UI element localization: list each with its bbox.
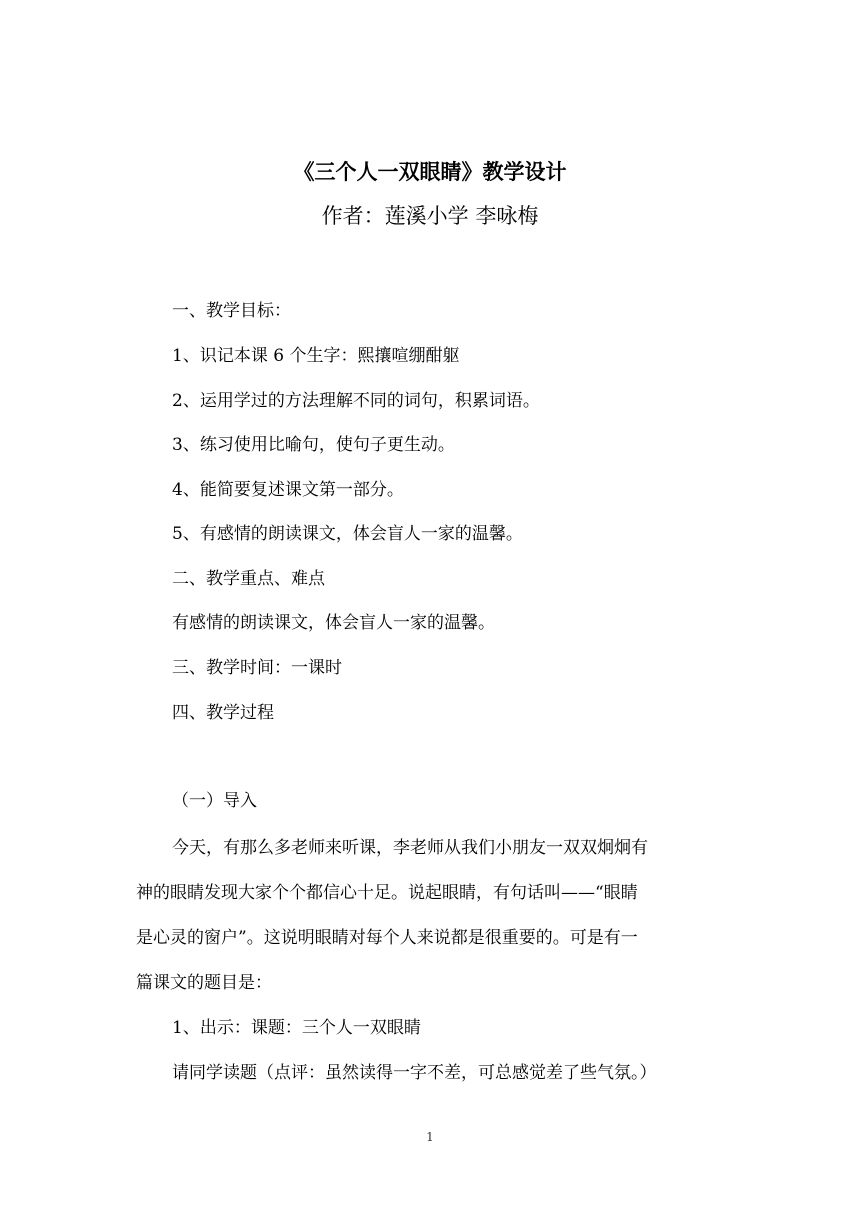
intro-paragraph-line: 篇课文的题目是： xyxy=(136,973,272,993)
step-1: 1、出示：课题：三个人一双眼睛 xyxy=(172,1018,421,1038)
goal-item-3: 3、练习使用比喻句，使句子更生动。 xyxy=(172,435,455,455)
section-heading-goals: 一、教学目标： xyxy=(172,301,291,321)
section-heading-process: 四、教学过程 xyxy=(172,703,274,723)
section-heading-key-points: 二、教学重点、难点 xyxy=(172,569,325,589)
key-points-text: 有感情的朗读课文，体会盲人一家的温馨。 xyxy=(172,613,495,633)
document-title: 《三个人一双眼睛》教学设计 xyxy=(293,159,567,184)
step-1-note: 请同学读题（点评：虽然读得一字不差，可总感觉差了些气氛。） xyxy=(172,1063,657,1083)
goal-item-1: 1、识记本课 6 个生字：熙攘喧绷酣躯 xyxy=(172,346,460,366)
intro-paragraph-line: 是心灵的窗户”。这说明眼睛对每个人来说都是很重要的。可是有一 xyxy=(136,928,638,948)
intro-heading: （一）导入 xyxy=(172,791,257,811)
document-author: 作者：莲溪小学 李咏梅 xyxy=(321,204,539,228)
intro-paragraph-line: 神的眼睛发现大家个个都信心十足。说起眼睛，有句话叫——“眼睛 xyxy=(136,883,638,903)
intro-paragraph-line: 今天，有那么多老师来听课，李老师从我们小朋友一双双炯炯有 xyxy=(172,838,648,858)
goal-item-4: 4、能简要复述课文第一部分。 xyxy=(172,480,404,500)
intro-paragraph xyxy=(136,826,742,1006)
section-heading-time: 三、教学时间：一课时 xyxy=(172,658,342,678)
page-number: 1 xyxy=(426,1130,434,1144)
goal-item-5: 5、有感情的朗读课文，体会盲人一家的温馨。 xyxy=(172,524,523,544)
goal-item-2: 2、运用学过的方法理解不同的词句，积累词语。 xyxy=(172,391,540,411)
